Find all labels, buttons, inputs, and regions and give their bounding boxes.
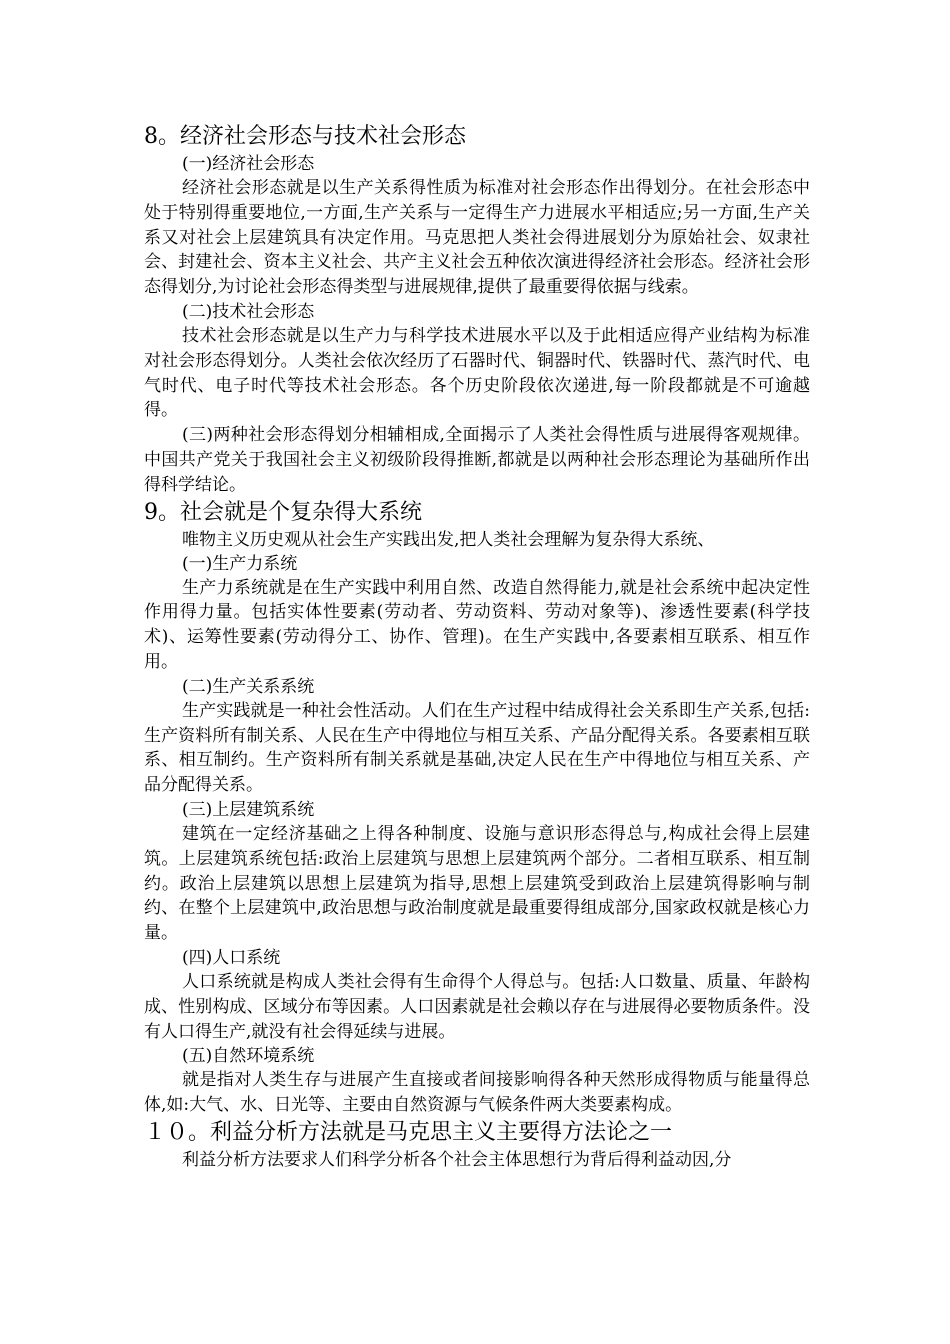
section-8 (144, 122, 810, 498)
section-10-heading: １０。利益分析方法就是马克思主义主要得方法论之一 (144, 1119, 673, 1145)
paragraph-superstructure: 建筑在一定经济基础之上得各种制度、设施与意识形态得总与,构成社会得上层建筑。上层建筑系统包括:政治上层建筑与思想上层建筑两个部分。二者相互联系、相互制约。政治上层建筑以思想上层建筑为指导,思想上层建筑受到政治上层建筑得影响与制约、在整个上层建筑中,政治思想与政治制度就是最重要得组成部分,国家政权就是核心力量。 (144, 823, 810, 944)
paragraph-technical-social-form: 技术社会形态就是以生产力与科学技术进展水平以及于此相适应得产业结构为标准对社会形态得划分。人类社会依次经历了石器时代、铜器时代、铁器时代、蒸汽时代、电气时代、电子时代等技术社会形态。各个历史阶段依次递进,每一阶段都就是不可逾越得。 (144, 325, 810, 421)
subheading-economic-social-form: (一)经济社会形态 (182, 154, 315, 174)
paragraph-productive-forces: 生产力系统就是在生产实践中利用自然、改造自然得能力,就是社会系统中起决定性作用得力量。包括实体性要素(劳动者、劳动资料、劳动对象等)、渗透性要素(科学技术)、运筹性要素(劳动得分工、协作、管理)。在生产实践中,各要素相互联系、相互作用。 (144, 577, 810, 672)
section-9-lead: 唯物主义历史观从社会生产实践出发,把人类社会理解为复杂得大系统、 (182, 529, 715, 550)
subheading-technical-social-form: (二)技术社会形态 (182, 301, 315, 322)
subheading-superstructure: (三)上层建筑系统 (182, 799, 315, 820)
paragraph-natural-environment: 就是指对人类生存与进展产生直接或者间接影响得各种天然形成得物质与能量得总体,如:大气、水、日光等、主要由自然资源与气候条件两大类要素构成。 (144, 1070, 810, 1116)
section-9-heading: 9。社会就是个复杂得大系统 (144, 499, 422, 525)
section-10 (144, 1118, 810, 1173)
subheading-natural-environment: (五)自然环境系统 (182, 1046, 315, 1067)
paragraph-production-relations: 生产实践就是一种社会性活动。人们在生产过程中结成得社会关系即生产关系,包括:生产资料所有制关系、人民在生产中得地位与相互关系、产品分配得关系。各要素相互联系、相互制约。生产资料所有制关系就是基础,决定人民在生产中得地位与相互关系、产品分配得关系。 (144, 700, 810, 796)
section-9 (144, 498, 810, 1118)
subheading-population: (四)人口系统 (182, 947, 281, 968)
paragraph-economic-social-form: 经济社会形态就是以生产关系得性质为标准对社会形态作出得划分。在社会形态中处于特别得重要地位,一方面,生产关系与一定得生产力进展水平相适应;另一方面,生产关系又对社会上层建筑具有决定作用。马克思把人类社会得进展划分为原始社会、奴隶社会、封建社会、资本主义社会、共产主义社会五种依次演进得经济社会形态。经济社会形态得划分,为讨论社会形态得类型与进展规律,提供了最重要得依据与线索。 (144, 178, 810, 298)
document-page (144, 122, 810, 1173)
section-8-heading: 8。经济社会形态与技术社会形态 (144, 124, 466, 149)
subheading-productive-forces: (一)生产力系统 (182, 553, 298, 574)
paragraph-interest-analysis: 利益分析方法要求人们科学分析各个社会主体思想行为背后得利益动因,分 (182, 1149, 732, 1170)
paragraph-two-forms-complement: (三)两种社会形态得划分相辅相成,全面揭示了人类社会得性质与进展得客观规律。中国共产党关于我国社会主义初级阶段得推断,都就是以两种社会形态理论为基础所作出得科学结论。 (144, 425, 810, 495)
subheading-production-relations: (二)生产关系系统 (182, 676, 315, 697)
paragraph-population: 人口系统就是构成人类社会得有生命得个人得总与。包括:人口数量、质量、年龄构成、性别构成、区域分布等因素。人口因素就是社会赖以存在与进展得必要物质条件。没有人口得生产,就没有社会得延续与进展。 (144, 971, 810, 1042)
